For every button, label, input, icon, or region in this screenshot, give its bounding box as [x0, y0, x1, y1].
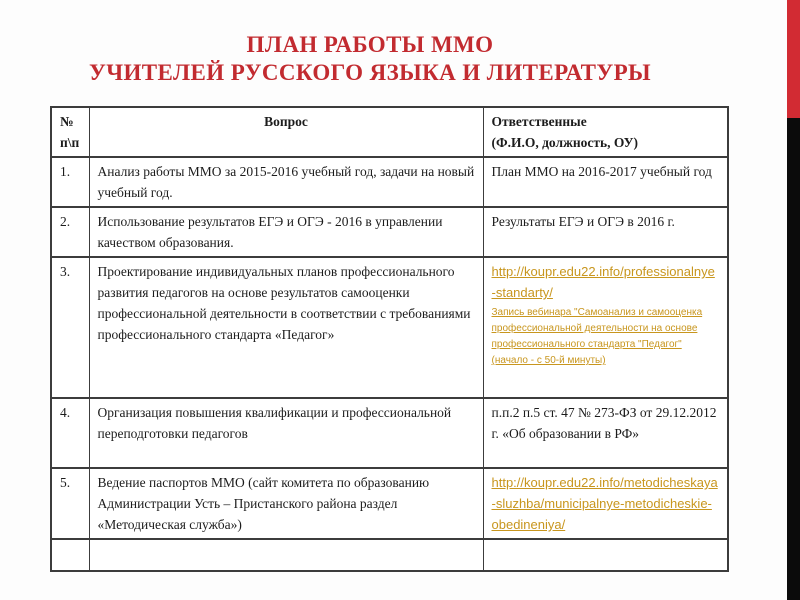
cell-num: 5. [51, 468, 89, 539]
cell-num: 4. [51, 398, 89, 468]
cell-question [89, 539, 483, 571]
cell-question: Использование результатов ЕГЭ и ОГЭ - 2016 в управлении качеством образования. [89, 207, 483, 257]
methodical-service-link[interactable]: http://koupr.edu22.info/metodicheskaya-sluzhba/municipalnye-metodicheskie-obedineniya/ [491, 475, 718, 532]
cell-num: 1. [51, 157, 89, 207]
cell-responsible: п.п.2 п.5 ст. 47 № 273-ФЗ от 29.12.2012 г. «Об образовании в РФ» [483, 398, 728, 468]
header-cell-responsible [483, 107, 728, 157]
plan-table-wrapper [50, 106, 729, 572]
header-num-line2: п\п [60, 135, 80, 150]
cell-question: Ведение паспортов ММО (сайт комитета по образованию Администрации Усть – Пристанского района раздел «Методическая служба») [89, 468, 483, 539]
header-num-line1: № [60, 114, 74, 129]
professional-standards-link[interactable]: http://koupr.edu22.info/professionalnye-standarty/ [491, 264, 715, 300]
table-row [51, 398, 728, 468]
table-row-empty [51, 539, 728, 571]
header-responsible-line2: (Ф.И.О, должность, ОУ) [491, 135, 639, 150]
cell-question: Организация повышения квалификации и профессиональной переподготовки педагогов [89, 398, 483, 468]
accent-bar [787, 0, 800, 600]
page-title [0, 31, 740, 87]
cell-responsible: План ММО на 2016-2017 учебный год [483, 157, 728, 207]
cell-num: 3. [51, 257, 89, 398]
webinar-note-link[interactable]: Запись вебинара "Самоанализ и самооценка профессиональной деятельности на основе профессионального стандарта "Педагог" (начало - с 50-й минуты) [491, 307, 703, 366]
table-row [51, 157, 728, 207]
header-responsible-line1: Ответственные [491, 114, 587, 129]
cell-num: 2. [51, 207, 89, 257]
table-header-row [51, 107, 728, 157]
accent-bar-black [787, 118, 800, 600]
page-title-line2: УЧИТЕЛЕЙ РУССКОГО ЯЗЫКА И ЛИТЕРАТУРЫ [88, 60, 652, 85]
header-cell-question: Вопрос [89, 107, 483, 157]
cell-num [51, 539, 89, 571]
cell-responsible: Результаты ЕГЭ и ОГЭ в 2016 г. [483, 207, 728, 257]
accent-bar-red [787, 0, 800, 118]
cell-responsible [483, 468, 728, 539]
header-cell-num [51, 107, 89, 157]
table-row [51, 207, 728, 257]
cell-responsible [483, 539, 728, 571]
table-row [51, 257, 728, 398]
page-title-line1: ПЛАН РАБОТЫ ММО [246, 32, 494, 57]
plan-table [50, 106, 729, 572]
cell-responsible [483, 257, 728, 398]
cell-question: Проектирование индивидуальных планов профессионального развития педагогов на основе результатов самооценки профессиональной деятельности в соответствии с требованиями профессионального стандарта «Педагог» [89, 257, 483, 398]
table-row [51, 468, 728, 539]
cell-question: Анализ работы ММО за 2015-2016 учебный год, задачи на новый учебный год. [89, 157, 483, 207]
